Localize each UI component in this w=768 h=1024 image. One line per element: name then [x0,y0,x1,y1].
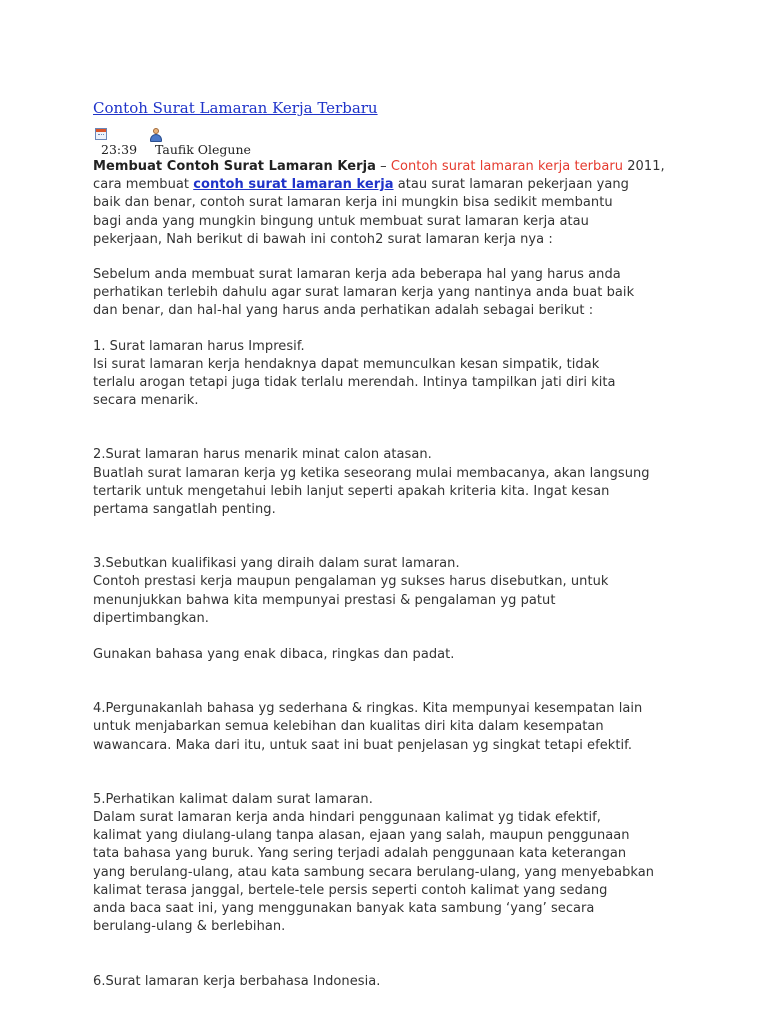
point-4 [93,700,693,755]
text-line: Sebelum anda membuat surat lamaran kerja ada beberapa hal yang harus anda [93,267,621,283]
post-time: 23:39 [101,142,138,157]
intro-line2-before: cara membuat [93,177,194,193]
text-line: untuk menjabarkan semua kelebihan dan kualitas diri kita dalam kesempatan [93,719,604,735]
text-line: wawancara. Maka dari itu, untuk saat ini buat penjelasan yg singkat tetapi efektif. [93,737,633,753]
point-heading: 1. Surat lamaran harus Impresif. [93,338,305,354]
point-heading: 5.Perhatikan kalimat dalam surat lamaran. [93,791,373,807]
text-line: yang berulang-ulang, atau kata sambung secara berulang-ulang, yang menyebabkan [93,864,655,880]
text-line: pertama sangatlah penting. [93,502,276,518]
note-line: Gunakan bahasa yang enak dibaca, ringkas dan padat. [93,647,455,663]
intro-red-link[interactable]: Contoh surat lamaran kerja terbaru [390,159,624,174]
text-line: menunjukkan bahwa kita mempunyai prestasi & pengalaman yg patut [93,592,556,608]
point-3 [93,555,693,628]
text-line: dan benar, dan hal-hal yang harus anda perhatikan adalah sebagai berikut : [93,303,594,319]
post-title-link[interactable]: Contoh Surat Lamaran Kerja Terbaru [93,99,378,117]
point-heading: 2.Surat lamaran harus menarik minat calon atasan. [93,447,432,463]
post-author: Taufik Olegune [155,142,251,157]
text-line: berulang-ulang & berlebihan. [93,919,286,935]
text-line: kalimat yang diulang-ulang tanpa alasan, ejaan yang salah, maupun penggunaan [93,828,630,844]
text-line: Isi surat lamaran kerja hendaknya dapat memunculkan kesan simpatik, tidak [93,356,600,372]
intro-dash: – [375,159,391,174]
paragraph-prelude [93,266,693,321]
point-2 [93,446,693,519]
intro-year: 2011, [623,159,665,174]
article [93,98,693,991]
intro-bold-lead: Membuat Contoh Surat Lamaran Kerja [93,159,376,174]
point-6 [93,973,693,991]
text-line: dipertimbangkan. [93,610,209,626]
point-heading: 4.Pergunakanlah bahasa yg sederhana & ringkas. Kita mempunyai kesempatan lain [93,701,643,717]
user-icon [149,128,163,142]
intro-line: bagi anda yang mungkin bingung untuk membuat surat lamaran kerja atau [93,213,589,229]
point-5 [93,791,693,937]
point-1 [93,338,693,411]
point-heading: 6.Surat lamaran kerja berbahasa Indonesia. [93,973,381,989]
text-line: Buatlah surat lamaran kerja yg ketika seseorang mulai membacanya, akan langsung [93,465,650,481]
text-line: perhatikan terlebih dahulu agar surat lamaran kerja yang nantinya anda buat baik [93,285,635,301]
text-line: terlalu arogan tetapi juga tidak terlalu merendah. Intinya tampilkan jati diri kita [93,375,616,391]
calendar-icon [95,128,107,140]
text-line: anda baca saat ini, yang menggunakan banyak kata sambung ‘yang’ secara [93,901,595,917]
text-line: secara menarik. [93,393,199,409]
post-meta [93,142,693,158]
intro-paragraph [93,158,693,249]
keyword-link[interactable]: contoh surat lamaran kerja [193,177,394,193]
text-line: Contoh prestasi kerja maupun pengalaman yg sukses harus disebutkan, untuk [93,574,609,590]
intro-line: baik dan benar, contoh surat lamaran kerja ini mungkin bisa sedikit membantu [93,195,613,211]
intro-line: pekerjaan, Nah berikut di bawah ini contoh2 surat lamaran kerja nya : [93,231,553,247]
text-line: kalimat terasa janggal, bertele-tele persis seperti contoh kalimat yang sedang [93,882,608,898]
intro-line2-after: atau surat lamaran pekerjaan yang [393,177,629,193]
point-heading: 3.Sebutkan kualifikasi yang diraih dalam surat lamaran. [93,556,460,572]
post-meta-icons [93,128,693,142]
text-line: tertarik untuk mengetahui lebih lanjut seperti apakah kriteria kita. Ingat kesan [93,483,610,499]
text-line: Dalam surat lamaran kerja anda hindari penggunaan kalimat yg tidak efektif, [93,810,601,826]
text-line: tata bahasa yang buruk. Yang sering terjadi adalah penggunaan kata keterangan [93,846,627,862]
